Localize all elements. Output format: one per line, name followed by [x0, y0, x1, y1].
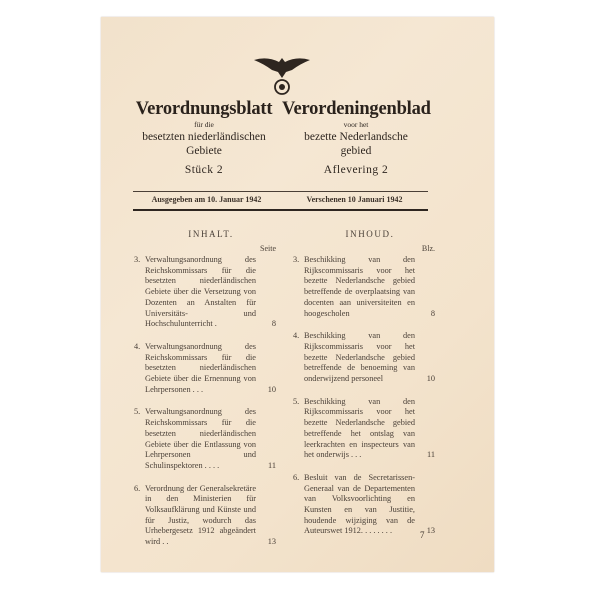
entry-text: Beschikking van den Rijkscommissaris voor het bezette Nederlandsche gebied betreffende de benoeming van onderwijzend personeel	[304, 331, 415, 384]
toc-entry	[134, 255, 276, 330]
entry-page: 8	[271, 319, 276, 329]
german-region-line2: Gebiete	[186, 145, 222, 157]
entry-text: Verordnung der Generalsekretäre in den Ministerien für Volksaufklärung und Künste und für Justiz, wodurch das Urhebergesetz 1912 abgeändert wird . .	[145, 483, 256, 547]
entry-number: 4.	[134, 341, 141, 351]
entry-page: 13	[267, 537, 276, 547]
entry-number: 5.	[134, 407, 141, 417]
entry-text: Verwaltungsanordnung des Reichskommissars für die besetzten niederländischen Gebiete über die Ernennung von Lehrpersonen . . .	[145, 341, 256, 394]
dutch-contents	[293, 229, 435, 537]
toc-entry	[293, 473, 435, 537]
german-contents-heading: INHALT.	[188, 229, 234, 239]
dutch-date: Verschenen 10 Januari 1942	[306, 195, 403, 204]
toc-entry	[134, 407, 276, 471]
entry-text: Beschikking van den Rijkscommissaris voor het bezette Nederlandsche gebied betreffende het ontslag van leerkrachten en inspecteurs van het onderwijs . . .	[304, 396, 415, 460]
toc-entry	[293, 397, 435, 461]
entry-number: 5.	[293, 396, 300, 406]
german-title: Verordnungsblatt	[135, 99, 273, 119]
divider-top	[133, 191, 428, 192]
entry-text: Beschikking van den Rijkscommissaris voor het bezette Nederlandsche gebied betreffende de overplaatsing van docenten aan universiteiten en hoogescholen	[304, 255, 415, 318]
toc-entry	[293, 255, 435, 319]
entry-page: 8	[430, 308, 435, 318]
entry-page: 11	[427, 450, 435, 460]
dutch-title: Verordeningenblad	[282, 99, 431, 119]
entry-text: Verwaltungsanordnung des Reichskommissars für die besetzten niederländischen Gebiete über die Entlassung von Lehrpersonen und Schulinspektoren . . . .	[145, 407, 256, 470]
page-number: 7	[420, 530, 425, 540]
german-header	[130, 99, 278, 177]
dutch-contents-heading: INHOUD.	[345, 229, 395, 239]
entry-number: 3.	[293, 255, 300, 264]
divider-bottom	[133, 209, 428, 211]
eagle-emblem-icon	[252, 52, 312, 96]
entry-page: 13	[426, 526, 435, 536]
toc-entry	[134, 484, 276, 548]
entry-text: Verwaltungsanordnung des Reichskommissars für die besetzten niederländischen Gebiete über die Versetzung von Dozenten an Anstalten für Universitäts- und Hochschulunterricht .	[145, 255, 256, 329]
entry-page: 10	[267, 384, 276, 394]
toc-entry	[134, 342, 276, 396]
dutch-issue: Aflevering 2	[323, 164, 389, 176]
toc-entry	[293, 331, 435, 385]
dutch-for-label: voor het	[343, 120, 369, 129]
entry-number: 4.	[293, 331, 300, 341]
dutch-region-line2: gebied	[340, 145, 372, 157]
entry-page: 11	[268, 460, 276, 470]
german-issue: Stück 2	[184, 164, 224, 176]
entry-page: 10	[426, 374, 435, 384]
german-date: Ausgegeben am 10. Januar 1942	[151, 195, 262, 204]
german-region-line1: besetzten niederländischen	[142, 131, 266, 143]
entry-text: Besluit van de Secretarissen-Generaal van de Departementen van Volksvoorlichting en Kunsten en van Justitie, houdende wijziging van de Auteurswet 1912. . . . . . . .	[304, 472, 415, 536]
dutch-region-line1: bezette Nederlandsche	[304, 131, 408, 143]
german-contents	[134, 229, 276, 548]
dutch-page-label: Blz.	[421, 244, 435, 253]
entry-number: 6.	[134, 483, 141, 493]
date-row	[133, 195, 428, 204]
dutch-header	[282, 99, 430, 177]
german-page-label: Seite	[260, 244, 276, 253]
german-for-label: für die	[194, 120, 214, 129]
title-row	[130, 99, 430, 177]
entry-number: 3.	[134, 255, 141, 264]
entry-number: 6.	[293, 472, 300, 482]
